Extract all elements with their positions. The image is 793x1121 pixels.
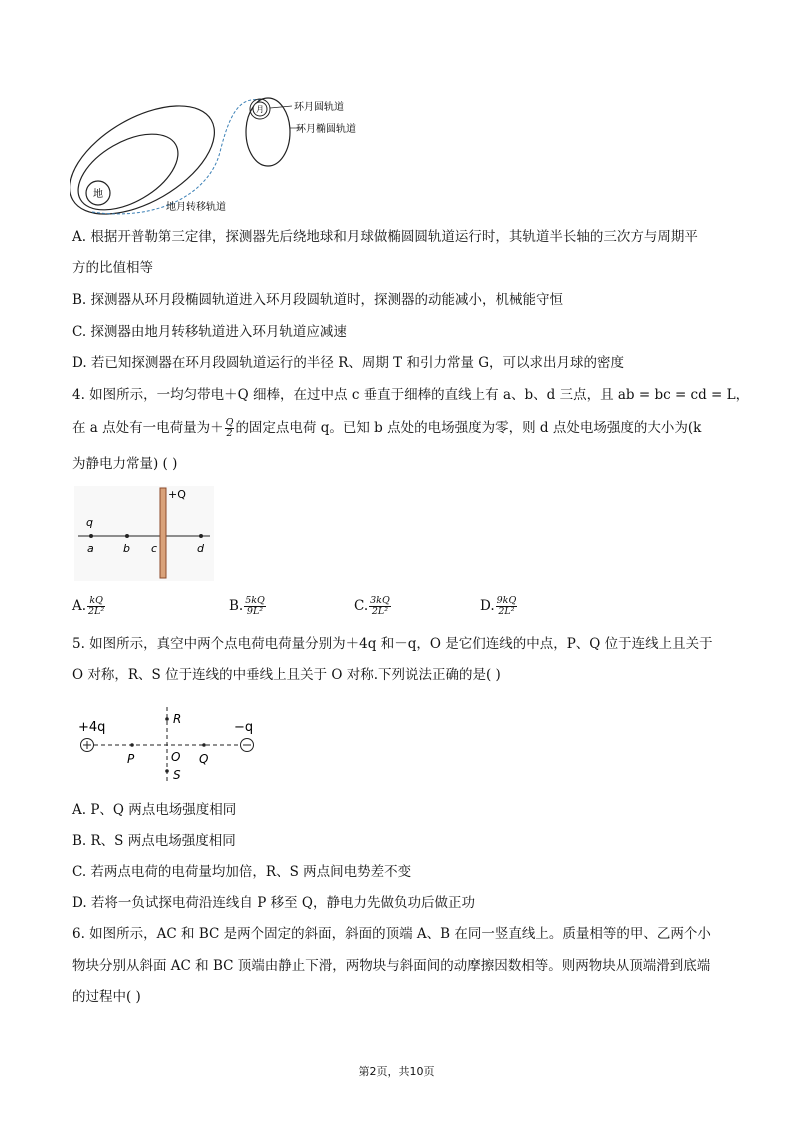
q4-stem-line2 <box>72 418 701 439</box>
figure-background <box>74 486 214 581</box>
right-charge-label: −q <box>234 720 254 735</box>
charge-label: q <box>86 516 93 529</box>
q5-stem-line2: O 对称，R、S 位于连线的中垂线上且关于 O 对称.下列说法正确的是( ) <box>72 667 501 683</box>
option-fraction <box>244 596 266 617</box>
point-b <box>125 534 129 538</box>
label-circular-orbit: 环月圆轨道 <box>294 102 344 113</box>
q6-stem-line2: 物块分别从斜面 AC 和 BC 顶端由静止下滑，两物块与斜面间的动摩擦因数相等。则两物块从顶端滑到底端 <box>72 958 711 974</box>
point-a <box>89 534 93 538</box>
charges-figure <box>74 705 274 787</box>
label-p: P <box>127 752 135 766</box>
label-d: d <box>197 542 204 555</box>
q3-option-a-line2: 方的比值相等 <box>72 260 153 276</box>
frac-den: 2L² <box>498 606 515 617</box>
label-a: a <box>87 542 94 555</box>
fraction-q-over-2 <box>225 418 235 439</box>
point-p <box>130 743 134 747</box>
label-transfer-orbit: 地月转移轨道 <box>166 202 226 213</box>
label-s: S <box>173 768 181 782</box>
option-letter: D. <box>480 598 495 614</box>
frac-den: 2L² <box>371 606 389 617</box>
frac-den: 9L² <box>246 606 264 617</box>
q4-option-b <box>229 596 267 617</box>
frac-num: kQ <box>87 596 105 607</box>
point-d <box>199 534 203 538</box>
option-letter: A. <box>72 598 87 614</box>
frac-den: 2 <box>226 428 233 439</box>
frac-den: 2L² <box>88 606 105 617</box>
charged-rod <box>160 488 166 578</box>
orbit-figure <box>70 92 370 222</box>
option-fraction <box>369 596 391 617</box>
q4-option-c <box>354 596 392 617</box>
q4-stem-text: 的固定点电荷 q。已知 b 点处的电场强度为零，则 d 点处电场强度的大小为(k <box>235 420 702 436</box>
q4-option-a <box>72 596 106 617</box>
leader-line <box>270 106 292 108</box>
q5-option-c: C. 若两点电荷的电荷量均加倍，R、S 两点间电势差不变 <box>72 864 412 880</box>
q4-stem-text: 在 a 点处有一电荷量为＋ <box>72 420 224 436</box>
rod-label: +Q <box>168 488 186 501</box>
q5-option-b: B. R、S 两点电场强度相同 <box>72 833 236 849</box>
q3-option-a-line1: A. 根据开普勒第三定律，探测器先后绕地球和月球做椭圆圆轨道运行时，其轨道半长轴的三次方与周期平 <box>72 229 698 245</box>
label-r: R <box>173 712 182 726</box>
q3-option-c: C. 探测器由地月转移轨道进入环月轨道应减速 <box>72 324 347 340</box>
left-charge-label: +4q <box>78 720 106 735</box>
page-footer: 第2页，共10页 <box>358 1065 435 1078</box>
option-letter: C. <box>354 598 369 614</box>
q5-option-d: D. 若将一负试探电荷沿连线自 P 移至 Q，静电力先做负功后做正功 <box>72 895 475 911</box>
option-letter: B. <box>229 598 244 614</box>
frac-num: Q <box>225 417 234 428</box>
frac-num: 3kQ <box>370 595 390 606</box>
label-o: O <box>171 750 181 764</box>
point-r <box>165 717 169 721</box>
q6-stem-line1: 6. 如图所示，AC 和 BC 是两个固定的斜面，斜面的顶端 A、B 在同一竖直线上。质量相等的甲、乙两个小 <box>72 926 711 942</box>
frac-num: 9kQ <box>496 595 517 606</box>
frac-num: 5kQ <box>245 595 265 606</box>
transfer-orbit <box>92 100 260 214</box>
q3-option-b: B. 探测器从环月段椭圆轨道进入环月段圆轨道时，探测器的动能减小，机械能守恒 <box>72 292 564 308</box>
earth-label: 地 <box>93 189 103 200</box>
moon-label: 月 <box>256 105 264 114</box>
option-fraction <box>496 596 518 617</box>
q4-option-d <box>480 596 518 617</box>
q4-stem-line1: 4. 如图所示，一均匀带电＋Q 细棒，在过中点 c 垂直于细棒的直线上有 a、b、d 三点，且 ab = bc = cd = L， <box>72 387 750 403</box>
label-elliptic-orbit: 环月椭圆轨道 <box>296 124 356 135</box>
label-c: c <box>151 542 158 555</box>
rod-figure <box>74 486 214 581</box>
point-q <box>202 743 206 747</box>
q3-option-d: D. 若已知探测器在环月段圆轨道运行的半径 R、周期 T 和引力常量 G，可以求出月球的密度 <box>72 355 625 371</box>
label-q: Q <box>199 752 209 766</box>
q6-stem-line3: 的过程中( ) <box>72 989 141 1005</box>
label-b: b <box>123 542 130 555</box>
q4-stem-line3: 为静电力常量) ( ) <box>72 456 178 472</box>
q5-stem-line1: 5. 如图所示，真空中两个点电荷电荷量分别为＋4q 和－q，O 是它们连线的中点，P、Q 位于连线上且关于 <box>72 636 713 652</box>
point-s <box>165 769 169 773</box>
option-fraction <box>87 596 105 617</box>
q5-option-a: A. P、Q 两点电场强度相同 <box>72 802 237 818</box>
